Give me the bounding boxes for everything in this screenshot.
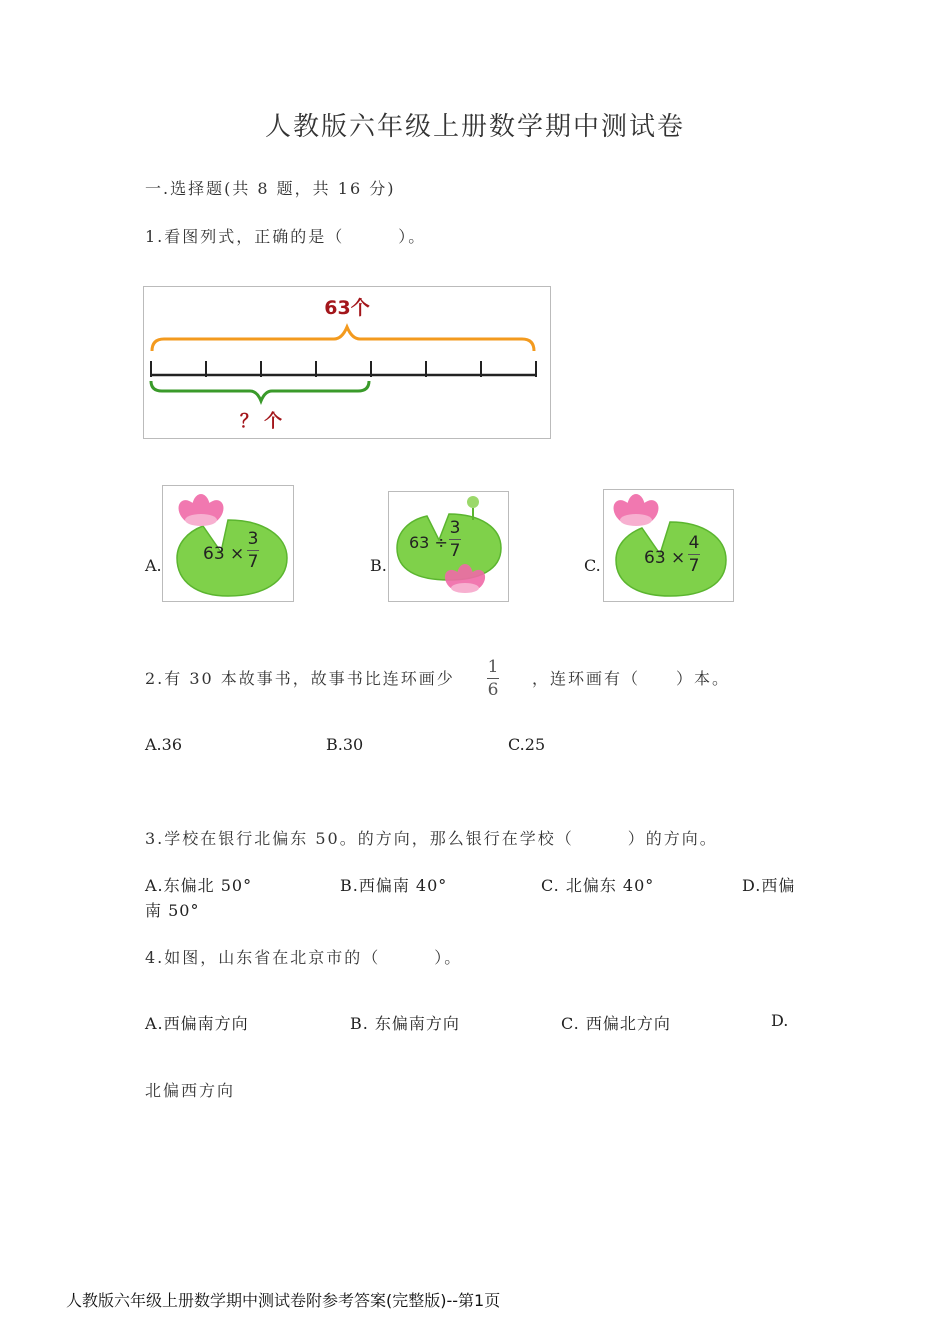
q3-option-c[interactable]: C. 北偏东 40°: [541, 876, 655, 895]
fraction-denominator: 6: [487, 680, 499, 700]
lotus-flower-icon: [174, 494, 228, 528]
q4-option-d[interactable]: D.: [771, 1011, 789, 1030]
q4-option-d-continuation: 北偏西方向: [145, 1081, 236, 1100]
fraction-numerator: 4: [688, 533, 700, 553]
question-3-stem: 3.学校在银行北偏东 50。的方向，那么银行在学校（ ）的方向。: [145, 829, 718, 848]
lotus-flower-icon: [609, 494, 663, 528]
question-2-stem-part2: ，连环画有（ ）本。: [532, 669, 731, 688]
fraction-numerator: 3: [449, 518, 461, 538]
section-heading: 一.选择题(共 8 题，共 16 分): [145, 179, 396, 198]
fraction: [688, 534, 700, 575]
q3-option-a[interactable]: A.东偏北 50°: [145, 876, 253, 895]
q4-option-c[interactable]: C. 西偏北方向: [561, 1014, 671, 1033]
question-4-stem: 4.如图，山东省在北京市的（ ）。: [145, 948, 463, 967]
question-2-stem-part1: 2.有 30 本故事书，故事书比连环画少: [145, 669, 455, 688]
q1-option-a-letter[interactable]: A.: [145, 556, 162, 575]
page-title: 人教版六年级上册数学期中测试卷: [264, 112, 685, 142]
expression-text: 63 ÷: [409, 533, 448, 552]
q2-option-b[interactable]: B.30: [326, 735, 364, 754]
q3-option-d-continuation: 南 50°: [145, 901, 200, 920]
q1-option-b-image[interactable]: [388, 491, 509, 602]
fraction-numerator: 1: [487, 657, 499, 677]
page-footer: 人教版六年级上册数学期中测试卷附参考答案(完整版)--第1页: [66, 1291, 501, 1310]
q2-fraction: [487, 658, 499, 699]
lily-pad-icon: [604, 490, 733, 601]
q3-option-d[interactable]: D.西偏: [742, 876, 796, 895]
q1-option-c-letter[interactable]: C.: [584, 556, 601, 575]
q1-option-b-letter[interactable]: B.: [370, 556, 387, 575]
segment-diagram-svg: [144, 287, 550, 438]
total-label: 63个: [324, 297, 370, 319]
fraction: [449, 519, 461, 560]
q2-option-a[interactable]: A.36: [145, 735, 182, 754]
fraction: [247, 530, 259, 571]
fraction-denominator: 7: [688, 556, 700, 576]
q1-option-a-image[interactable]: [162, 485, 294, 602]
q2-option-c[interactable]: C.25: [508, 735, 546, 754]
q1-diagram: [143, 286, 551, 439]
fraction-numerator: 3: [247, 529, 259, 549]
question-1-stem: 1.看图列式，正确的是（ ）。: [145, 227, 427, 246]
fraction-denominator: 7: [449, 541, 461, 561]
q4-option-b[interactable]: B. 东偏南方向: [350, 1014, 460, 1033]
expression-text: 63 ×: [644, 548, 686, 568]
fraction-denominator: 7: [247, 552, 259, 572]
total-brace: [152, 327, 534, 351]
q1-option-c-image[interactable]: [603, 489, 734, 602]
q4-option-a[interactable]: A.西偏南方向: [145, 1014, 249, 1033]
part-brace: [151, 381, 369, 401]
q3-option-b[interactable]: B.西偏南 40°: [340, 876, 448, 895]
expression-text: 63 ×: [203, 544, 245, 564]
part-label: ？ 个: [239, 411, 283, 432]
